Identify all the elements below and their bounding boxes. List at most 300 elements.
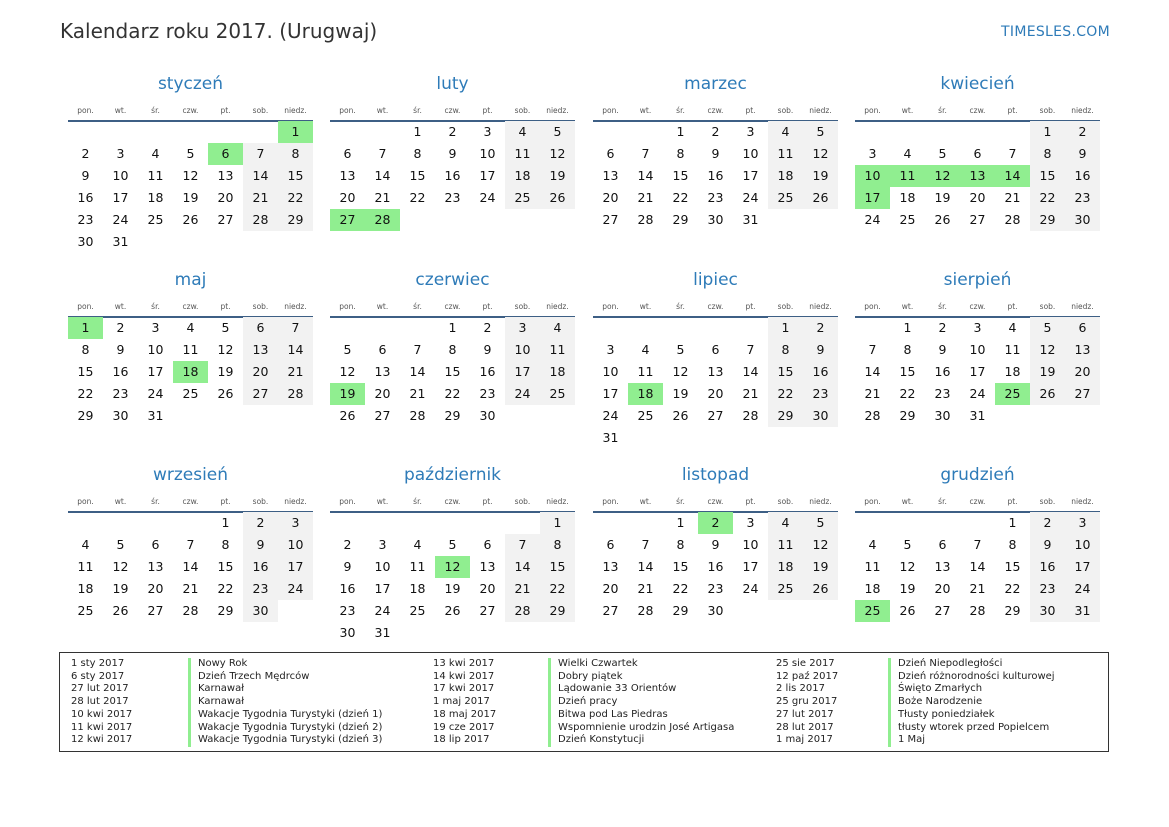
day-cell: 7 — [413, 342, 422, 357]
holiday-day: 2 — [698, 512, 733, 534]
legend-holiday-name: Dobry piątek — [558, 670, 623, 682]
day-cell: 9 — [343, 559, 352, 574]
day-cell: 15 — [444, 364, 461, 379]
legend-holiday-name: tłusty wtorek przed Popielcem — [898, 721, 1050, 733]
day-cell: 30 — [339, 625, 356, 640]
day-cell: 28 — [409, 408, 426, 423]
day-cell: 9 — [711, 146, 720, 161]
day-cell: 3 — [1065, 512, 1100, 534]
day-cell: 13 — [602, 168, 619, 183]
day-cell: 14 — [969, 559, 986, 574]
weekday-header: pon. — [339, 302, 356, 311]
day-cell: 27 — [1065, 383, 1100, 405]
day-cell: 2 — [448, 124, 457, 139]
weekday-header: czw. — [707, 106, 724, 115]
day-cell: 20 — [147, 581, 164, 596]
day-cell: 19 — [803, 165, 838, 187]
weekday-header: czw. — [969, 497, 986, 506]
day-cell: 31 — [969, 408, 986, 423]
day-cell: 8 — [676, 537, 685, 552]
holiday-day: 25 — [995, 383, 1030, 405]
weekday-header: śr. — [151, 106, 160, 115]
day-cell: 1 — [903, 320, 912, 335]
day-cell: 5 — [186, 146, 195, 161]
day-cell: 10 — [374, 559, 391, 574]
day-cell: 14 — [505, 556, 540, 578]
weekday-header: sob. — [1039, 497, 1056, 506]
day-cell: 21 — [637, 190, 654, 205]
day-cell: 2 — [1065, 121, 1100, 143]
day-cell: 12 — [899, 559, 916, 574]
legend-holiday-name: Wspomnienie urodzin José Artigasa — [558, 721, 735, 733]
day-cell: 30 — [803, 405, 838, 427]
day-cell: 18 — [540, 361, 575, 383]
weekday-header: pt. — [1007, 106, 1018, 115]
legend-holiday-name: Wielki Czwartek — [558, 658, 638, 669]
weekday-header: niedz. — [284, 497, 307, 506]
day-cell: 3 — [378, 537, 387, 552]
day-cell: 28 — [637, 603, 654, 618]
legend-holiday-name: Nowy Rok — [198, 658, 248, 669]
day-cell: 20 — [339, 190, 356, 205]
holiday-day: 18 — [628, 383, 663, 405]
holiday-day: 27 — [330, 209, 365, 231]
weekday-header: pt. — [745, 106, 756, 115]
day-cell: 6 — [973, 146, 982, 161]
day-cell: 8 — [1008, 537, 1017, 552]
day-cell: 30 — [243, 600, 278, 622]
weekday-header: pt. — [482, 106, 493, 115]
day-cell: 9 — [711, 537, 720, 552]
site-link[interactable]: TIMESLES.COM — [1001, 24, 1110, 40]
day-cell: 22 — [672, 581, 689, 596]
month-title: październik — [403, 465, 502, 485]
day-cell: 16 — [803, 361, 838, 383]
day-cell: 14 — [637, 168, 654, 183]
month-title: maj — [174, 270, 207, 290]
day-cell: 10 — [602, 364, 619, 379]
weekday-header: czw. — [182, 302, 199, 311]
day-cell: 2 — [803, 317, 838, 339]
day-cell: 9 — [1065, 143, 1100, 165]
day-cell: 7 — [1008, 146, 1017, 161]
day-cell: 21 — [864, 386, 881, 401]
day-cell: 7 — [278, 317, 313, 339]
weekday-header: niedz. — [1071, 497, 1094, 506]
weekday-header: sob. — [514, 302, 531, 311]
day-cell: 2 — [243, 512, 278, 534]
day-cell: 8 — [768, 339, 803, 361]
day-cell: 5 — [448, 537, 457, 552]
day-cell: 13 — [934, 559, 951, 574]
weekday-header: śr. — [938, 302, 947, 311]
legend-dates — [433, 658, 496, 747]
day-cell: 6 — [151, 537, 160, 552]
day-cell: 23 — [243, 578, 278, 600]
weekday-header: niedz. — [1071, 302, 1094, 311]
weekday-header: wt. — [114, 106, 127, 115]
day-cell: 13 — [147, 559, 164, 574]
day-cell: 10 — [479, 146, 496, 161]
day-cell: 21 — [637, 581, 654, 596]
day-cell: 3 — [746, 515, 755, 530]
day-cell: 15 — [409, 168, 426, 183]
day-cell: 1 — [221, 515, 230, 530]
holiday-day: 19 — [330, 383, 365, 405]
day-cell: 15 — [672, 559, 689, 574]
day-cell: 16 — [934, 364, 951, 379]
day-cell: 5 — [938, 146, 947, 161]
day-cell: 28 — [637, 212, 654, 227]
weekday-header: śr. — [938, 497, 947, 506]
weekday-header: czw. — [444, 302, 461, 311]
day-cell: 11 — [768, 534, 803, 556]
day-cell: 24 — [147, 386, 164, 401]
day-cell: 21 — [969, 581, 986, 596]
day-cell: 1 — [448, 320, 457, 335]
day-cell: 4 — [1008, 320, 1017, 335]
day-cell: 23 — [1065, 187, 1100, 209]
day-cell: 5 — [1030, 317, 1065, 339]
day-cell: 22 — [1030, 187, 1065, 209]
day-cell: 16 — [707, 559, 724, 574]
day-cell: 7 — [641, 537, 650, 552]
day-cell: 4 — [81, 537, 90, 552]
day-cell: 15 — [278, 165, 313, 187]
day-cell: 20 — [969, 190, 986, 205]
holiday-day: 12 — [925, 165, 960, 187]
weekday-header: sob. — [252, 497, 269, 506]
month-title: kwiecień — [940, 74, 1015, 94]
legend-date: 10 kwi 2017 — [71, 708, 133, 720]
day-cell: 4 — [540, 317, 575, 339]
weekday-header: wt. — [114, 302, 127, 311]
day-cell: 18 — [1004, 364, 1021, 379]
day-cell: 7 — [505, 534, 540, 556]
day-cell: 20 — [1065, 361, 1100, 383]
day-cell: 14 — [243, 165, 278, 187]
day-cell: 8 — [448, 342, 457, 357]
holiday-day: 12 — [435, 556, 470, 578]
month-title: luty — [436, 74, 469, 94]
weekday-header: czw. — [182, 497, 199, 506]
weekday-header: śr. — [938, 106, 947, 115]
legend-date: 12 paź 2017 — [776, 670, 839, 682]
day-cell: 26 — [803, 578, 838, 600]
legend-holiday-name: Dzień Konstytucji — [558, 734, 645, 746]
day-cell: 17 — [969, 364, 986, 379]
day-cell: 24 — [505, 383, 540, 405]
day-cell: 6 — [606, 537, 615, 552]
day-cell: 2 — [938, 320, 947, 335]
day-cell: 25 — [505, 187, 540, 209]
day-cell: 26 — [444, 603, 461, 618]
day-cell: 27 — [934, 603, 951, 618]
day-cell: 30 — [479, 408, 496, 423]
day-cell: 27 — [707, 408, 724, 423]
day-cell: 22 — [77, 386, 94, 401]
day-cell: 25 — [768, 578, 803, 600]
day-cell: 12 — [803, 143, 838, 165]
weekday-header: pon. — [339, 497, 356, 506]
day-cell: 2 — [711, 124, 720, 139]
day-cell: 19 — [217, 364, 234, 379]
day-cell: 26 — [899, 603, 916, 618]
day-cell: 24 — [278, 578, 313, 600]
day-cell: 6 — [343, 146, 352, 161]
day-cell: 30 — [934, 408, 951, 423]
day-cell: 9 — [1030, 534, 1065, 556]
legend-date: 1 sty 2017 — [71, 658, 125, 669]
weekday-header: wt. — [639, 497, 652, 506]
day-cell: 6 — [938, 537, 947, 552]
day-cell: 14 — [864, 364, 881, 379]
day-cell: 4 — [186, 320, 195, 335]
legend-date: 13 kwi 2017 — [433, 658, 495, 669]
legend-holiday-name: 1 Maj — [898, 734, 926, 746]
day-cell: 19 — [444, 581, 461, 596]
day-cell: 18 — [147, 190, 164, 205]
day-cell: 14 — [182, 559, 199, 574]
day-cell: 12 — [540, 143, 575, 165]
day-cell: 30 — [1065, 209, 1100, 231]
legend-holiday-name: Wakacje Tygodnia Turystyki (dzień 3) — [198, 734, 383, 746]
day-cell: 22 — [444, 386, 461, 401]
day-cell: 27 — [217, 212, 234, 227]
day-cell: 5 — [903, 537, 912, 552]
weekday-header: sob. — [777, 106, 794, 115]
weekday-header: pon. — [864, 497, 881, 506]
weekday-header: pt. — [1007, 497, 1018, 506]
day-cell: 11 — [182, 342, 199, 357]
holiday-day: 18 — [173, 361, 208, 383]
weekday-header: wt. — [901, 497, 914, 506]
day-cell: 16 — [444, 168, 461, 183]
holiday-day: 14 — [995, 165, 1030, 187]
legend-holiday-name: Karnawał — [198, 683, 245, 695]
day-cell: 6 — [606, 146, 615, 161]
weekday-header: śr. — [676, 106, 685, 115]
weekday-header: pon. — [77, 497, 94, 506]
day-cell: 11 — [540, 339, 575, 361]
day-cell: 25 — [637, 408, 654, 423]
day-cell: 19 — [934, 190, 951, 205]
day-cell: 29 — [217, 603, 234, 618]
day-cell: 30 — [707, 603, 724, 618]
legend-holiday-name: Dzień Niepodległości — [898, 658, 1003, 669]
day-cell: 4 — [505, 121, 540, 143]
day-cell: 4 — [868, 537, 877, 552]
day-cell: 24 — [112, 212, 129, 227]
day-cell: 20 — [934, 581, 951, 596]
day-cell: 29 — [278, 209, 313, 231]
day-cell: 20 — [602, 190, 619, 205]
day-cell: 29 — [1030, 209, 1065, 231]
day-cell: 17 — [1065, 556, 1100, 578]
weekday-header: niedz. — [809, 497, 832, 506]
legend-holiday-name: Karnawał — [198, 696, 245, 708]
day-cell: 7 — [641, 146, 650, 161]
legend-date: 6 sty 2017 — [71, 670, 125, 682]
day-cell: 16 — [707, 168, 724, 183]
legend-names — [888, 658, 1055, 747]
weekday-header: pon. — [864, 106, 881, 115]
day-cell: 13 — [217, 168, 234, 183]
day-cell: 14 — [374, 168, 391, 183]
day-cell: 21 — [505, 578, 540, 600]
month-title: marzec — [684, 74, 747, 94]
day-cell: 4 — [641, 342, 650, 357]
weekday-header: niedz. — [284, 106, 307, 115]
day-cell: 17 — [479, 168, 496, 183]
day-cell: 25 — [540, 383, 575, 405]
day-cell: 16 — [243, 556, 278, 578]
legend-date: 17 kwi 2017 — [433, 683, 495, 695]
day-cell: 11 — [864, 559, 881, 574]
legend-date: 19 cze 2017 — [433, 721, 495, 733]
day-cell: 23 — [803, 383, 838, 405]
day-cell: 8 — [81, 342, 90, 357]
holiday-day: 1 — [278, 121, 313, 143]
day-cell: 9 — [803, 339, 838, 361]
legend-names — [188, 658, 382, 747]
holiday-day: 11 — [890, 165, 925, 187]
legend-date: 12 kwi 2017 — [71, 734, 133, 746]
day-cell: 2 — [483, 320, 492, 335]
weekday-header: pon. — [77, 302, 94, 311]
day-cell: 30 — [707, 212, 724, 227]
day-cell: 6 — [378, 342, 387, 357]
weekday-header: pt. — [220, 302, 231, 311]
weekday-header: pon. — [602, 497, 619, 506]
day-cell: 5 — [116, 537, 125, 552]
day-cell: 3 — [505, 317, 540, 339]
legend-names — [548, 658, 734, 747]
day-cell: 2 — [1030, 512, 1065, 534]
day-cell: 17 — [742, 168, 759, 183]
weekday-header: wt. — [639, 106, 652, 115]
holiday-day: 28 — [365, 209, 400, 231]
day-cell: 27 — [479, 603, 496, 618]
day-cell: 12 — [1030, 339, 1065, 361]
day-cell: 28 — [742, 408, 759, 423]
day-cell: 31 — [742, 212, 759, 227]
weekday-header: pt. — [220, 497, 231, 506]
day-cell: 19 — [672, 386, 689, 401]
holiday-day: 17 — [855, 187, 890, 209]
day-cell: 7 — [973, 537, 982, 552]
weekday-header: sob. — [514, 106, 531, 115]
weekday-header: wt. — [901, 106, 914, 115]
month-title: grudzień — [940, 465, 1015, 485]
day-cell: 16 — [339, 581, 356, 596]
month-title: sierpień — [943, 270, 1012, 290]
legend-holiday-name: Lądowanie 33 Orientów — [558, 683, 677, 695]
day-cell: 12 — [672, 364, 689, 379]
day-cell: 4 — [151, 146, 160, 161]
day-cell: 8 — [540, 534, 575, 556]
weekday-header: śr. — [676, 497, 685, 506]
holiday-day: 25 — [855, 600, 890, 622]
day-cell: 23 — [444, 190, 461, 205]
weekday-header: niedz. — [546, 106, 569, 115]
weekday-header: sob. — [777, 302, 794, 311]
legend-date: 28 lut 2017 — [71, 696, 129, 708]
weekday-header: pt. — [482, 302, 493, 311]
day-cell: 17 — [147, 364, 164, 379]
day-cell: 5 — [221, 320, 230, 335]
weekday-header: śr. — [151, 497, 160, 506]
day-cell: 1 — [1030, 121, 1065, 143]
weekday-header: niedz. — [284, 302, 307, 311]
month-title: wrzesień — [152, 465, 229, 485]
legend-date: 2 lis 2017 — [776, 683, 825, 695]
day-cell: 3 — [868, 146, 877, 161]
day-cell: 31 — [374, 625, 391, 640]
month-title: czerwiec — [415, 270, 490, 290]
weekday-header: sob. — [514, 497, 531, 506]
day-cell: 22 — [278, 187, 313, 209]
holiday-day: 10 — [855, 165, 890, 187]
day-cell: 21 — [243, 187, 278, 209]
day-cell: 2 — [116, 320, 125, 335]
day-cell: 19 — [1030, 361, 1065, 383]
page-title: Kalendarz roku 2017. (Urugwaj) — [60, 19, 378, 43]
day-cell: 15 — [77, 364, 94, 379]
day-cell: 23 — [934, 386, 951, 401]
weekday-header: pon. — [339, 106, 356, 115]
day-cell: 26 — [339, 408, 356, 423]
day-cell: 18 — [409, 581, 426, 596]
day-cell: 28 — [1004, 212, 1021, 227]
day-cell: 1 — [540, 512, 575, 534]
weekday-header: pon. — [77, 106, 94, 115]
legend-date: 25 sie 2017 — [776, 658, 835, 669]
day-cell: 15 — [217, 559, 234, 574]
day-cell: 4 — [413, 537, 422, 552]
day-cell: 23 — [112, 386, 129, 401]
legend-date: 25 gru 2017 — [776, 696, 838, 708]
day-cell: 14 — [742, 364, 759, 379]
day-cell: 21 — [742, 386, 759, 401]
day-cell: 27 — [602, 603, 619, 618]
month-divider — [330, 511, 575, 513]
day-cell: 5 — [803, 512, 838, 534]
day-cell: 26 — [803, 187, 838, 209]
weekday-header: czw. — [969, 106, 986, 115]
day-cell: 3 — [606, 342, 615, 357]
weekday-header: sob. — [252, 302, 269, 311]
legend-date: 11 kwi 2017 — [71, 721, 133, 733]
day-cell: 26 — [112, 603, 129, 618]
day-cell: 8 — [676, 146, 685, 161]
weekday-header: pt. — [482, 497, 493, 506]
day-cell: 23 — [77, 212, 94, 227]
day-cell: 18 — [77, 581, 94, 596]
weekday-header: czw. — [444, 497, 461, 506]
day-cell: 29 — [899, 408, 916, 423]
day-cell: 29 — [77, 408, 94, 423]
day-cell: 11 — [147, 168, 164, 183]
weekday-header: sob. — [252, 106, 269, 115]
day-cell: 6 — [483, 537, 492, 552]
day-cell: 8 — [221, 537, 230, 552]
day-cell: 27 — [969, 212, 986, 227]
weekday-header: niedz. — [546, 497, 569, 506]
day-cell: 9 — [243, 534, 278, 556]
day-cell: 18 — [768, 556, 803, 578]
day-cell: 17 — [742, 559, 759, 574]
